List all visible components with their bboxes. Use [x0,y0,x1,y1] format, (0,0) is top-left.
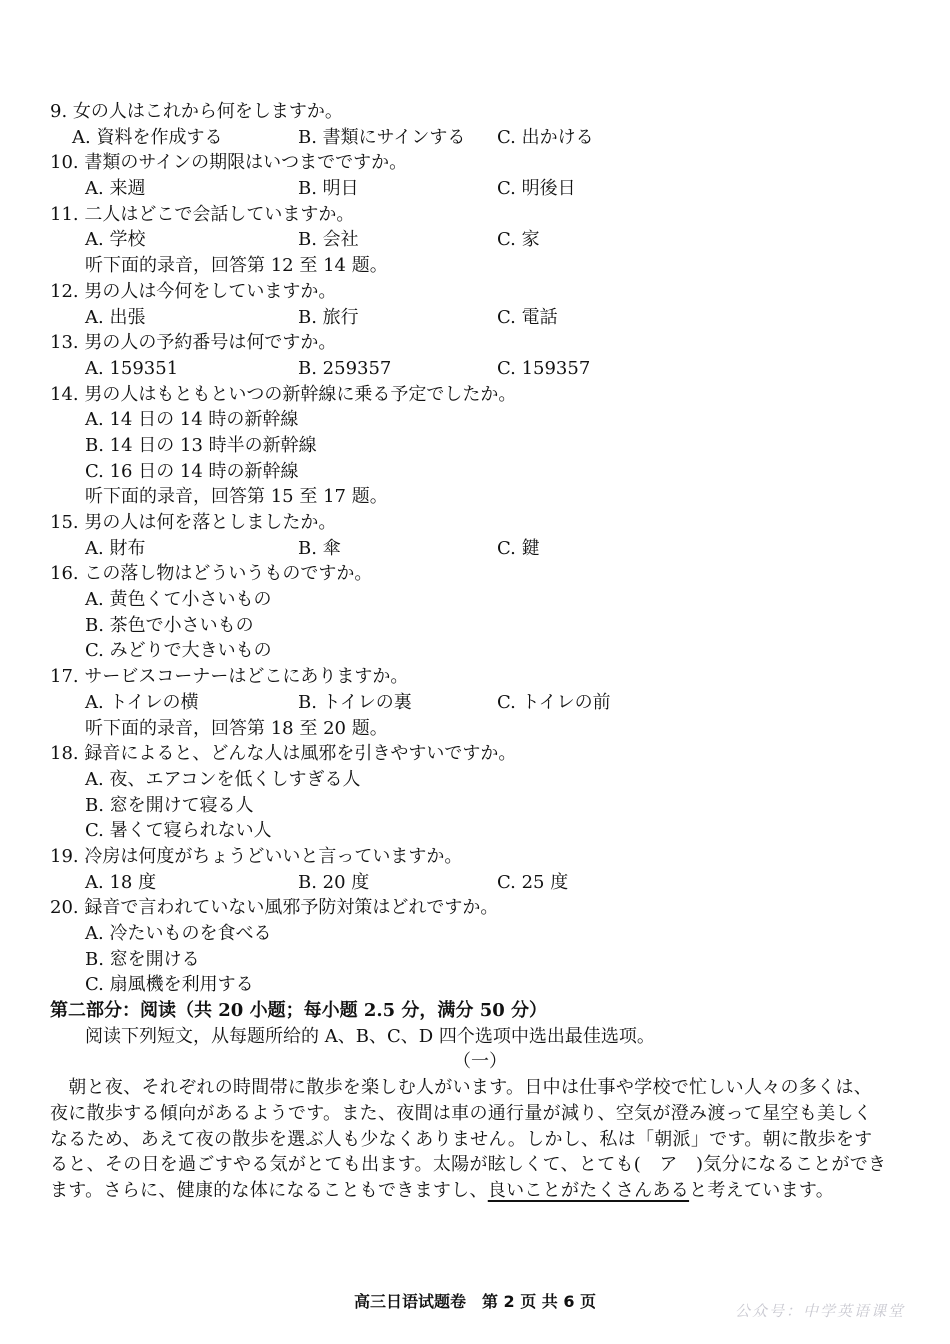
indented-line: A. 冷たいものを食べる [85,923,272,944]
option-c: C. 159357 [497,357,591,379]
answer-options-row [50,536,890,562]
option-b: B. 傘 [298,537,341,559]
option-a: A. 出張 [85,306,146,328]
option-c: C. 出かける [497,126,594,148]
option-b: B. 20 度 [298,871,370,893]
underlined-phrase: 良いことがたくさんある [487,1179,690,1201]
question-text: 17. サービスコーナーはどこにありますか。 [50,666,409,688]
exam-page-content [50,99,890,1204]
option-c: C. トイレの前 [497,691,611,713]
option-a: A. 学校 [85,229,146,251]
indented-line: C. みどりで大きいもの [85,640,272,662]
indented-line: C. 扇風機を利用する [85,974,254,996]
indented-line: B. 窓を開ける [85,948,200,970]
option-b: B. 明日 [298,178,359,200]
option-b: B. トイレの裏 [298,691,412,713]
question-text: 9. 女の人はこれから何をしますか。 [50,101,343,122]
option-a: A. 資料を作成する [72,126,223,148]
option-c: C. 25 度 [497,871,569,893]
option-b: B. 書類にサインする [298,126,466,148]
section-heading: 第二部分：阅读（共 20 小题；每小题 2.5 分，满分 50 分） [50,1000,548,1022]
answer-options-row [50,227,890,253]
option-a: A. 159351 [85,357,179,379]
question-text: 14. 男の人はもともといつの新幹線に乗る予定でしたか。 [50,383,517,405]
indented-line: C. 暑くて寝られない人 [85,820,272,842]
option-c: C. 家 [497,229,540,251]
question-text: 12. 男の人は今何をしていますか。 [50,280,337,302]
option-a: A. 来週 [85,178,146,200]
option-c: C. 電話 [497,306,558,328]
indented-line: C. 16 日の 14 時の新幹線 [85,460,299,482]
indented-line: 阅读下列短文，从每题所给的 A、B、C、D 四个选项中选出最佳选项。 [85,1025,655,1047]
option-a: A. トイレの横 [85,691,199,713]
reading-passage [50,1075,890,1204]
answer-options-row [50,870,890,896]
passage-text: 朝と夜、それぞれの時間帯に散歩を楽しむ人がいます。日中は仕事や学校で忙しい人々の多くは、夜に散歩する傾向があるようです。また、夜間は車の通行量が減り、空気が澄み渡って星空も美しくなるため、あえて夜の散歩を選ぶ人も少なくありません。しかし、私は「朝派」です。朝に散歩をすると、その日を過ごすやる気がとても出ます。太陽が眩しくて、とても( ア )気分になることができます。さらに、健康的な体になることもできますし、 [50,1077,887,1201]
indented-line: B. 茶色で小さいもの [85,614,254,636]
question-text: 16. この落し物はどういうものですか。 [50,563,373,585]
watermark: 公众号：中学英语课堂 [735,1302,906,1320]
question-text: 18. 録音によると、どんな人は風邪を引きやすいですか。 [50,743,517,765]
indented-line: A. 夜、エアコンを低くしすぎる人 [85,768,361,790]
indented-line: B. 窓を開けて寝る人 [85,794,254,816]
option-c: C. 鍵 [497,537,540,559]
answer-options-row [50,176,890,202]
indented-line: A. 14 日の 14 時の新幹線 [85,409,299,431]
question-text: 15. 男の人は何を落としましたか。 [50,512,337,533]
option-a: A. 財布 [85,537,146,559]
question-text: 20. 録音で言われていない風邪予防対策はどれですか。 [50,897,499,919]
indented-line: A. 黄色くて小さいもの [85,589,272,611]
indented-line: 听下面的录音，回答第 15 至 17 题。 [85,486,388,508]
passage-number: （一） [453,1051,507,1073]
question-text: 13. 男の人の予約番号は何ですか。 [50,332,337,354]
question-text: 11. 二人はどこで会話していますか。 [50,203,355,225]
indented-line: B. 14 日の 13 時半の新幹線 [85,434,317,456]
indented-line: 听下面的录音，回答第 18 至 20 题。 [85,717,388,739]
answer-options-row [50,125,890,151]
option-b: B. 259357 [298,357,392,379]
question-text: 19. 冷房は何度がちょうどいいと言っていますか。 [50,845,463,867]
answer-options-row [50,356,890,382]
page-footer: 高三日语试题卷 第 2 页 共 6 页 [353,1292,597,1311]
option-a: A. 18 度 [85,871,157,893]
option-b: B. 旅行 [298,306,359,328]
answer-options-row [50,690,890,716]
passage-tail: と考えています。 [689,1179,835,1201]
indented-line: 听下面的录音，回答第 12 至 14 题。 [85,255,388,277]
answer-options-row [50,305,890,331]
question-text: 10. 書類のサインの期限はいつまでですか。 [50,152,408,174]
option-b: B. 会社 [298,229,359,251]
option-c: C. 明後日 [497,178,576,200]
